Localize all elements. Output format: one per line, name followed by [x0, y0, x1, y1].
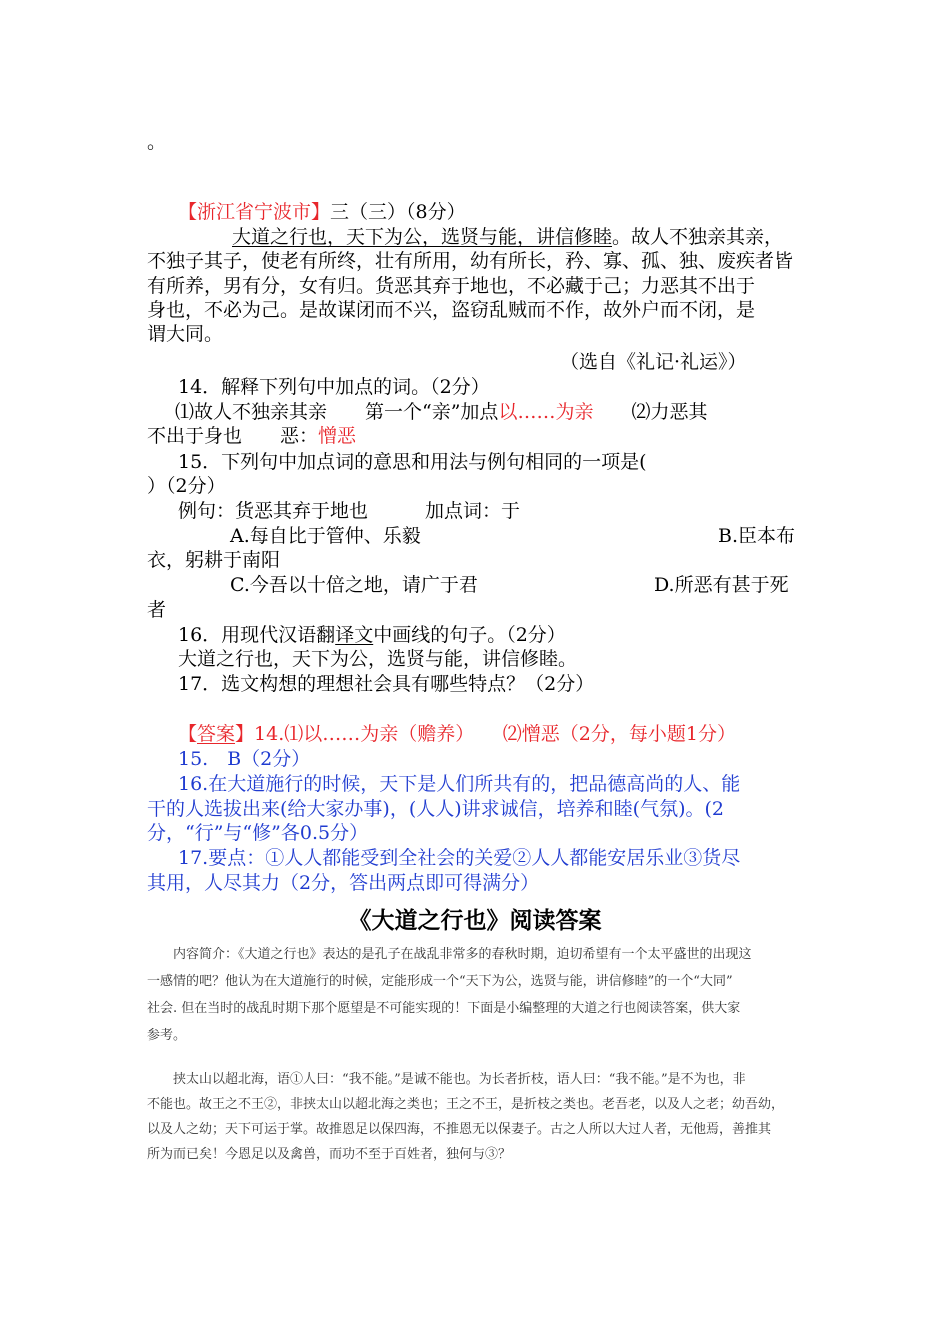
q16-stem-underlined: 译文: [335, 624, 374, 646]
question-header: [178, 200, 466, 224]
q14-line-1: [175, 400, 707, 424]
passage-line-2: 不独子其子，使老有所终，壮有所用，幼有所长，矜、寡、孤、独、废疾者皆: [147, 250, 794, 272]
answer-17-line-2: 其用，人尽其力（2分，答出两点即可得满分）: [147, 872, 540, 894]
q15-example: 例句：货恶其弃于地也 加点词：于: [178, 500, 521, 522]
q16-stem-a: 16．用现代汉语翻: [178, 624, 336, 646]
q17-stem: 17．选文构想的理想社会具有哪些特点？（2分）: [178, 673, 595, 695]
para2-line-2: 不能也。故王之不王②，非挟太山以超北海之类也；王之不王，是折枝之类也。老吾老，以及人之老；幼吾幼，: [147, 1097, 785, 1112]
q15-option-d: D.所恶有甚于死: [654, 574, 789, 596]
q14-answer-1: 以……为亲: [498, 401, 594, 423]
intro-line-2: 一感情的吧？他认为在大道施行的时候，定能形成一个“天下为公，选贤与能，讲信修睦”的一个“大同”: [147, 974, 733, 989]
passage-line-1-rest: 。故人不独亲其亲，: [612, 226, 784, 248]
answer-16-line-3: 分，“行”与“修”各0.5分）: [147, 822, 369, 844]
intro-line-4: 参考。: [147, 1028, 187, 1043]
passage-source: （选自《礼记·礼运》）: [560, 351, 747, 373]
passage-line-3: 有所养，男有分，女有归。货恶其弃于地也，不必藏于己；力恶其不出于: [147, 275, 756, 297]
region-tag: 【浙江省宁波市】: [178, 201, 331, 223]
q14-line-2: [147, 424, 356, 448]
q14-answer-2: 憎恶: [318, 425, 357, 447]
para2-line-1: 挟太山以超北海，语①人曰：“我不能。”是诚不能也。为长者折枝，语人曰：“我不能。”是不为也，非: [173, 1072, 746, 1087]
para2-line-3: 以及人之幼；天下可运于掌。故推恩足以保四海，不推恩无以保妻子。古之人所以大过人者，无他焉，善推其: [147, 1122, 772, 1137]
q15-option-b: B.臣本布: [718, 525, 796, 547]
intro-line-3: 社会. 但在当时的战乱时期下那个愿望是不可能实现的！下面是小编整理的大道之行也阅读答案，供大家: [147, 1001, 741, 1016]
para2-line-4: 所为而已矣！今恩足以及禽兽，而功不至于百姓者，独何与③？: [147, 1147, 512, 1162]
q14-item-2-rest: 不出于身也 恶：: [147, 425, 319, 447]
q16-sentence: 大道之行也，天下为公，选贤与能，讲信修睦。: [178, 648, 578, 670]
answer-tag-close: 】: [235, 723, 255, 745]
answer-line-14: [178, 722, 736, 746]
article-title: 《大道之行也》阅读答案: [348, 908, 602, 934]
answer-17-line-1: 17.要点：①人人都能受到全社会的关爱②人人都能安居乐业③货尽: [178, 847, 741, 869]
q15-option-a: A.每自比于管仲、乐毅: [230, 525, 421, 547]
q16-stem-b: 中画线的句子。（2分）: [373, 624, 566, 646]
answer-tag-open: 【: [178, 723, 198, 745]
q15-option-c: C.今吾以十倍之地，请广于君: [230, 574, 478, 596]
q15-stem-1: 15．下列句中加点词的意思和用法与例句相同的一项是(: [178, 451, 647, 473]
q16-stem: [178, 623, 566, 647]
intro-line-1: 内容简介：《大道之行也》表达的是孔子在战乱非常多的春秋时期，迫切希望有一个太平盛世的出现这: [173, 947, 752, 962]
top-mark: 。: [147, 131, 167, 153]
answer-16-line-2: 干的人选拔出来(给大家办事)，(人人)讲求诚信，培养和睦(气氛)。(2: [147, 798, 724, 820]
passage-line-1: [232, 225, 783, 249]
underlined-sentence: 大道之行也，天下为公，选贤与能，讲信修睦: [232, 226, 613, 248]
answer-14: 14.⑴以……为亲（赡养） ⑵憎恶（2分，每小题1分）: [254, 723, 736, 745]
answer-tag-word: 答案: [197, 723, 236, 745]
q15-option-d-cont: 者: [147, 599, 167, 621]
q14-item-2-start: ⑵力恶其: [593, 401, 708, 423]
passage-line-4: 身也，不必为己。是故谋闭而不兴，盗窃乱贼而不作，故外户而不闭，是: [147, 299, 756, 321]
answer-16-line-1: 16.在大道施行的时候，天下是人们所共有的，把品德高尚的人、能: [178, 773, 741, 795]
q15-option-b-cont: 衣，躬耕于南阳: [147, 549, 281, 571]
q15-stem-2: ）（2分）: [147, 475, 226, 497]
q14-stem: 14．解释下列句中加点的词。（2分）: [178, 376, 490, 398]
answer-15: 15. B（2分）: [178, 748, 311, 770]
section-label: 三（三）（8分）: [330, 201, 466, 223]
q14-item-1: ⑴故人不独亲其亲 第一个“亲”加点: [175, 401, 499, 423]
passage-line-5: 谓大同。: [147, 323, 224, 345]
